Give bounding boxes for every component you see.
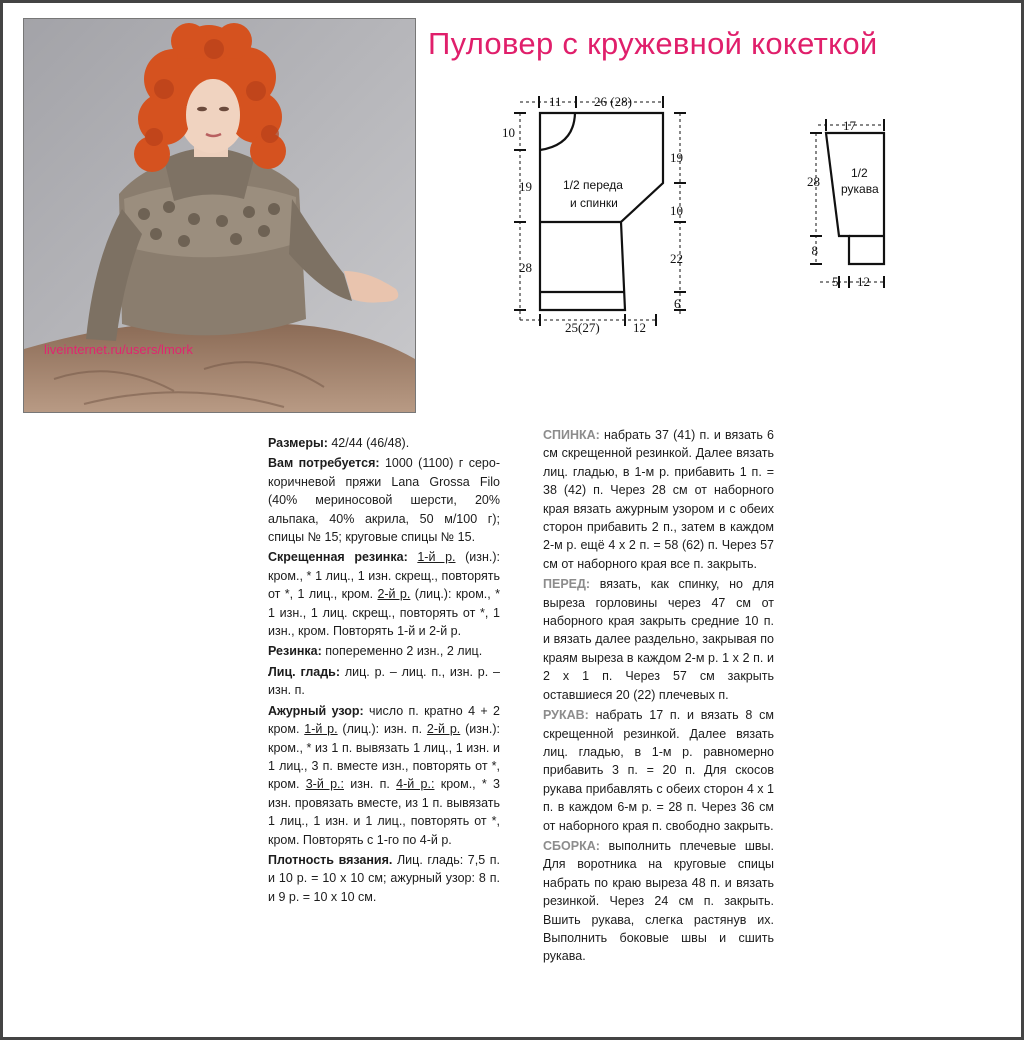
dim-yoke-height: 19 <box>519 179 532 194</box>
watermark: liveinternet.ru/users/lmork <box>44 342 193 357</box>
dim-cuff-offset: 5 <box>832 274 839 289</box>
dim-neck-width: 11 <box>549 94 562 109</box>
dim-sleeve-length: 28 <box>807 174 820 189</box>
instructions-right-column <box>543 426 774 968</box>
dim-sleeve-top: 17 <box>843 118 856 133</box>
dim-rib-height: 6 <box>674 296 681 311</box>
back-paragraph: СПИНКА: набрать 37 (41) п. и вязать 6 см скрещенной резинкой. Далее вязать лиц. гладью, в 1-м р. прибавить 1 п. = 38 (42) п. Через 28 см от наборного края вязать ажурным узором и с обеих сторон прибавить 2 п., затем в каждом 2-м р. ещё 4 х 2 п. = 58 (62) п. Через 57 см от наборного края все п. закрыть. <box>543 428 774 571</box>
dim-armhole-height: 19 <box>670 150 683 165</box>
dim-bottom-extra: 12 <box>633 320 646 335</box>
dim-shoulder-width: 26 (28) <box>594 94 632 109</box>
dim-cuff-width: 12 <box>857 274 870 289</box>
body-label-line1: 1/2 переда <box>563 178 623 192</box>
pattern-schematic <box>0 0 1024 430</box>
rib-paragraph: Резинка: попеременно 2 изн., 2 лиц. <box>268 644 483 659</box>
crossed-rib-paragraph: Скрещенная резинка: 1-й р. (изн.): кром., * 1 лиц., 1 изн. скрещ., повторять от *, 1 лиц., кром. 2-й р. (лиц.): кром., * 1 изн., 1 лиц. скрещ., повторять от *, 1 изн., кром. Повторять 1-й и 2-й р. <box>268 550 500 639</box>
dim-cuff-height: 8 <box>811 243 818 258</box>
instructions-left-column <box>268 434 500 908</box>
dim-armhole-step: 10 <box>670 203 683 218</box>
assembly-paragraph: СБОРКА: выполнить плечевые швы. Для воротника на круговые спицы набрать по краю выреза 48 п. и вязать резинкой. Через 24 см п. закрыть. Вшить рукава, слегка растянув их. Выполнить боковые швы и сшить рукава. <box>543 838 774 964</box>
dim-body-height-right: 22 <box>670 251 683 266</box>
gauge-paragraph: Плотность вязания. Лиц. гладь: 7,5 п. и 10 р. = 10 х 10 см; ажурный узор: 8 п. и 9 р. = 10 х 10 см. <box>268 852 500 904</box>
materials-paragraph: Вам потребуется: 1000 (1100) г серо-коричневой пряжи Lana Grossa Filo (40% мериносовой шерсти, 20% альпака, 40% акрила, 50 м/100 г); спицы № 15; круговые спицы № 15. <box>268 456 500 545</box>
dim-bottom-width: 25(27) <box>565 320 600 335</box>
dim-neck-depth: 10 <box>502 125 515 140</box>
body-outline <box>540 113 663 310</box>
neckline-curve <box>540 113 575 150</box>
sleeve-paragraph: РУКАВ: набрать 17 п. и вязать 8 см скрещенной резинкой. Далее вязать лиц. гладью, в 1-м р. равномерно прибавить 3 п. = 20 п. Для скосов рукава прибавлять с обеих сторон 4 х 1 п. в каждом 6-м р. = 28 п. Через 36 см от наборного края п. свободно закрыть. <box>543 708 774 833</box>
front-paragraph: ПЕРЕД: вязать, как спинку, но для выреза горловины через 47 см от наборного края закрыть средние 10 п. и вязать далее раздельно, закрывая по краям выреза в каждом 2-м р. 1 х 2 п. и 2 х 1 п. Через 57 см закрыть оставшиеся 20 (22) плечевых п. <box>543 577 774 702</box>
lace-paragraph: Ажурный узор: число п. кратно 4 + 2 кром. 1-й р. (лиц.): изн. п. 2-й р. (изн.): кром., * из 1 п. вывязать 1 лиц., 1 изн. и 1 лиц., 3 п. вместе изн., повторять от *, кром. 3-й р.: изн. п. 4-й р.: кром., * 3 изн. провязать вместе, из 1 п. вывязать 1 лиц., 1 изн. и 1 лиц., повторять от *, кром. Повторять с 1-го по 4-й р. <box>268 703 501 847</box>
dim-body-height: 28 <box>519 260 532 275</box>
sizes-paragraph: Размеры: 42/44 (46/48). <box>268 436 410 450</box>
sleeve-label-line1: 1/2 <box>851 166 868 180</box>
page-title: Пуловер с кружевной кокеткой <box>428 26 878 61</box>
sleeve-outline <box>826 133 884 264</box>
body-label-line2: и спинки <box>570 196 618 210</box>
stockinette-paragraph: Лиц. гладь: лиц. р. – лиц. п., изн. р. – изн. п. <box>268 664 500 698</box>
sleeve-label-line2: рукава <box>841 182 879 196</box>
